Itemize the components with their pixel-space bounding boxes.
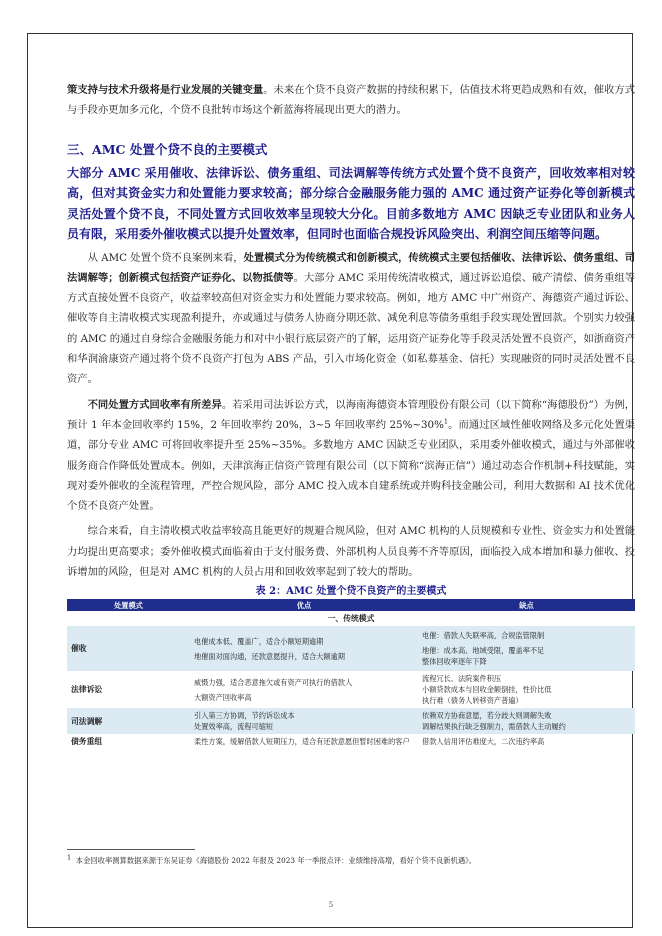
cons-line: 调解结果执行缺乏强制力，需借款人主动履约 — [422, 722, 566, 732]
table-row — [67, 626, 635, 671]
document-body — [67, 80, 635, 749]
pros-line: 威慑力强，适合恶意拖欠或有资产可执行的借款人 — [194, 677, 353, 687]
pros-cell: 柔性方案，缓解借款人短期压力，适合有还款意愿但暂时困难的客户 — [194, 737, 410, 747]
mode-cell: 债务重组 — [71, 737, 103, 747]
footnote-number: 1 — [67, 853, 72, 862]
intro-paragraph — [67, 80, 635, 121]
pros-line: 地催面对面沟通，还款意愿提升，适合大额逾期 — [194, 651, 345, 661]
table-header-row — [67, 599, 635, 611]
cons-cell — [418, 626, 635, 671]
pros-cell — [190, 626, 418, 671]
p2-text-1: 。若采用司法诉讼方式，以海南海德资本管理股份有限公司（以下简称“海德股份”）为例，预计 1 年本金回收率约 15%，2 年回收率约 20%，3~5 年回收率约 25%~30% — [67, 398, 636, 431]
intro-text: 。未来在个贷不良资产数据的持续积累下，估值技术将更趋成熟和有效，催收方式与手段亦更加多元化，个贷不良批转市场这个新蓝海将展现出更大的潜力。 — [67, 84, 636, 117]
pros-line: 大额资产回收率高 — [194, 692, 252, 702]
pros-line: 电催成本低、覆盖广，适合小额短期逾期 — [194, 636, 324, 646]
table-row — [67, 708, 635, 734]
p2-text-2: 。而通过区域性催收网络及多元化处置渠道，部分专业 AMC 可将回收率提升至 25%~35%。多数地方 AMC 因缺乏专业团队，采用委外催收模式，通过与外部催收服务商合作降低处置成本。例如，天津滨海正信资产管理有限公司（以下简称“滨海正信”）通过动态合作机制+科技赋能，实现对委外催收的全流程管理，严控合规风险，部分 AMC 投入成本自建系统或并购科技金融公司，利用大数据和 AI 技术优化个贷不良资产处置。 — [67, 418, 636, 513]
paragraph-2 — [67, 395, 635, 517]
header-mode: 处置模式 — [67, 599, 190, 611]
intro-bold: 策支持与技术升级将是行业发展的关键变量 — [67, 84, 264, 96]
p1-text-2: 。大部分 AMC 采用传统清收模式，通过诉讼追偿、破产清偿、债务重组等方式直接处置不良资产，收益率较高但对资金实力和处置能力要求较高。例如，地方 AMC 中广州资产、海德资产通过诉讼、催收等自主清收模式实现盈利提升，亦或通过与债务人协商分期还款、减免利息等债务重组手段实现处置回款。个别实力较强的 AMC 的通过自身综合金融服务能力和对中小银行底层资产的了解，运用资产证券化等手段灵活处置不良资产，如浙商资产和华润渝康资产通过将个贷不良资产打包为 ABS 产品，引入市场化资金（如私募基金、信托）实现融资的同时灵活处置不良资产。 — [67, 271, 636, 386]
footnote — [67, 853, 627, 866]
category-label: 一、传统模式 — [67, 611, 635, 626]
footnote-ref[interactable]: 1 — [443, 417, 449, 426]
section-heading: 三、AMC 处置个贷不良的主要模式 — [67, 141, 268, 157]
cons-line: 地催：成本高、地域受限，覆盖率不足 整体回收率逐年下降 — [422, 646, 545, 667]
category-row — [67, 611, 635, 626]
pros-cell — [190, 671, 418, 708]
table-row — [67, 734, 635, 749]
p1-bold-1: 处置模式分为传统模式和创新模式，传统模式主要包括催收、法律诉讼、债务重组、司法调解等；创新模式包括资产证券化、以物抵债等 — [67, 251, 636, 284]
pros-line: 处置效率高，流程可缩短 — [194, 722, 274, 732]
cons-line: 电催：借款人失联率高，合规监管限制 — [422, 631, 545, 641]
table-row — [67, 671, 635, 708]
cons-line: 流程冗长、法院案件积压 — [422, 674, 502, 684]
cons-line: 依赖双方协商意愿，若分歧大则调解失败 — [422, 711, 552, 721]
mode-cell: 司法调解 — [67, 708, 190, 734]
mode-cell: 催收 — [67, 626, 190, 671]
table-title: 表 2：AMC 处置个贷不良资产的主要模式 — [255, 586, 447, 598]
cons-cell — [418, 671, 635, 708]
section-lead: 大部分 AMC 采用催收、法律诉讼、债务重组、司法调解等传统方式处置个贷不良资产，回收效率相对较高，但对其资金实力和处置能力要求较高；部分综合金融服务能力强的 AMC 通过资产证券化等创新模式灵活处置个贷不良，不同处置方式回收效率呈现较大分化。目前多数地方 AMC 因缺乏专业团队和业务人员有限，采用委外催收模式以提升处置效率，但同时也面临合规投诉风险突出、利润空间压缩等问题。 — [67, 165, 635, 242]
p2-bold-1: 不同处置方式回收率有所差异 — [87, 398, 222, 411]
paragraph-3: 综合来看，自主清收模式收益率较高且能更好的规避合规风险，但对 AMC 机构的人员规模和专业性、资金实力和处置能力均提出更高要求；委外催收模式面临着由于支付服务费、外部机构人员良莠不齐等原因，面临投入成本增加和暴力催收、投诉增加的风险，但是对 AMC 机构的人员占用和回收效率起到了较大的帮助。 — [67, 525, 635, 579]
pros-line: 引入第三方协调，节约诉讼成本 — [194, 711, 295, 721]
footnote-divider — [67, 849, 195, 850]
p1-text-1: 从 AMC 处置个贷不良案例来看， — [87, 251, 244, 264]
page-number: 5 — [328, 901, 334, 909]
header-cons: 缺点 — [418, 599, 635, 611]
cons-cell — [418, 708, 635, 734]
cons-line: 小额贷款成本与回收金额倒挂，性价比低 — [422, 685, 552, 695]
cons-line: 执行难（债务人转移资产普遍） — [422, 696, 523, 706]
page-frame — [27, 33, 636, 928]
cons-cell: 借款人信用评估难度大，二次违约率高 — [422, 737, 545, 747]
mode-cell: 法律诉讼 — [71, 685, 103, 695]
pros-cell — [190, 708, 418, 734]
modes-table — [67, 599, 635, 749]
paragraph-1 — [67, 248, 635, 390]
header-pros: 优点 — [190, 599, 418, 611]
footnote-text: 本金回收率测算数据来源于东吴证券《海德股份 2022 年报及 2023 年一季报点评：业绩维持高增，看好个贷不良新机遇》。 — [75, 856, 477, 865]
